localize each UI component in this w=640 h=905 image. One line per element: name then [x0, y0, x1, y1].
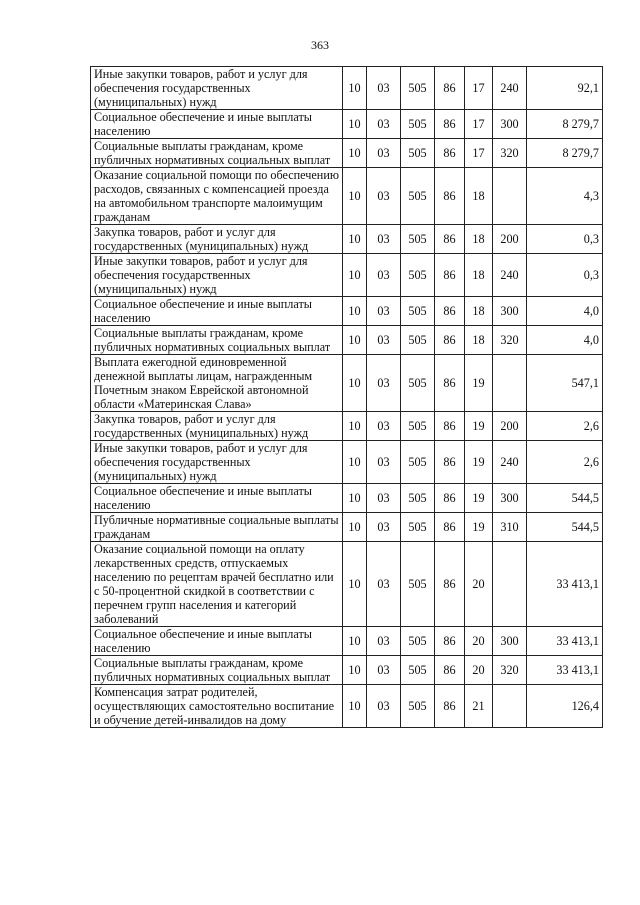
amount-cell: 33 413,1 [527, 627, 603, 656]
table-row [91, 542, 603, 627]
section-code-cell: 10 [343, 656, 367, 685]
amount-cell: 92,1 [527, 67, 603, 110]
target-article-code-cell: 505 [401, 225, 435, 254]
table-row [91, 225, 603, 254]
target-article-subcode-cell: 86 [435, 326, 465, 355]
target-article-code-cell: 505 [401, 110, 435, 139]
target-article-item-cell: 18 [465, 326, 493, 355]
target-article-subcode-cell: 86 [435, 542, 465, 627]
target-article-subcode-cell: 86 [435, 355, 465, 412]
target-article-subcode-cell: 86 [435, 254, 465, 297]
amount-cell: 544,5 [527, 513, 603, 542]
section-code-cell: 10 [343, 225, 367, 254]
target-article-subcode-cell: 86 [435, 225, 465, 254]
expense-type-cell [493, 168, 527, 225]
target-article-item-cell: 19 [465, 484, 493, 513]
subsection-code-cell: 03 [367, 139, 401, 168]
table-row [91, 441, 603, 484]
row-name-cell: Иные закупки товаров, работ и услуг для обеспечения государственных (муниципальных) нужд [91, 67, 343, 110]
section-code-cell: 10 [343, 484, 367, 513]
row-name-cell: Социальные выплаты гражданам, кроме публичных нормативных социальных выплат [91, 326, 343, 355]
subsection-code-cell: 03 [367, 685, 401, 728]
table-row [91, 627, 603, 656]
expense-type-cell: 300 [493, 627, 527, 656]
row-name-cell: Оказание социальной помощи на оплату лекарственных средств, отпускаемых населению по рецептам врачей бесплатно или с 50-процентной скидкой в соответствии с перечнем групп населения и категорий заболеваний [91, 542, 343, 627]
target-article-subcode-cell: 86 [435, 412, 465, 441]
row-name-cell: Иные закупки товаров, работ и услуг для обеспечения государственных (муниципальных) нужд [91, 254, 343, 297]
target-article-item-cell: 20 [465, 542, 493, 627]
target-article-code-cell: 505 [401, 685, 435, 728]
section-code-cell: 10 [343, 110, 367, 139]
table-body [91, 67, 603, 728]
subsection-code-cell: 03 [367, 297, 401, 326]
section-code-cell: 10 [343, 685, 367, 728]
target-article-item-cell: 19 [465, 412, 493, 441]
target-article-item-cell: 21 [465, 685, 493, 728]
section-code-cell: 10 [343, 412, 367, 441]
row-name-cell: Закупка товаров, работ и услуг для государственных (муниципальных) нужд [91, 225, 343, 254]
target-article-item-cell: 20 [465, 627, 493, 656]
table-row [91, 656, 603, 685]
amount-cell: 4,0 [527, 297, 603, 326]
expense-type-cell: 200 [493, 412, 527, 441]
table-row [91, 513, 603, 542]
subsection-code-cell: 03 [367, 441, 401, 484]
section-code-cell: 10 [343, 254, 367, 297]
table-row [91, 355, 603, 412]
section-code-cell: 10 [343, 441, 367, 484]
row-name-cell: Социальное обеспечение и иные выплаты населению [91, 297, 343, 326]
row-name-cell: Социальные выплаты гражданам, кроме публичных нормативных социальных выплат [91, 139, 343, 168]
section-code-cell: 10 [343, 627, 367, 656]
row-name-cell: Публичные нормативные социальные выплаты гражданам [91, 513, 343, 542]
expense-type-cell: 300 [493, 484, 527, 513]
target-article-item-cell: 19 [465, 355, 493, 412]
section-code-cell: 10 [343, 67, 367, 110]
amount-cell: 2,6 [527, 441, 603, 484]
amount-cell: 33 413,1 [527, 542, 603, 627]
amount-cell: 33 413,1 [527, 656, 603, 685]
target-article-code-cell: 505 [401, 513, 435, 542]
table-row [91, 326, 603, 355]
expense-type-cell: 300 [493, 110, 527, 139]
row-name-cell: Закупка товаров, работ и услуг для государственных (муниципальных) нужд [91, 412, 343, 441]
subsection-code-cell: 03 [367, 513, 401, 542]
subsection-code-cell: 03 [367, 110, 401, 139]
target-article-subcode-cell: 86 [435, 656, 465, 685]
amount-cell: 547,1 [527, 355, 603, 412]
amount-cell: 8 279,7 [527, 139, 603, 168]
amount-cell: 8 279,7 [527, 110, 603, 139]
target-article-subcode-cell: 86 [435, 67, 465, 110]
expense-type-cell [493, 542, 527, 627]
expense-type-cell: 310 [493, 513, 527, 542]
target-article-code-cell: 505 [401, 254, 435, 297]
subsection-code-cell: 03 [367, 254, 401, 297]
table-row [91, 484, 603, 513]
table-row [91, 139, 603, 168]
amount-cell: 126,4 [527, 685, 603, 728]
row-name-cell: Выплата ежегодной единовременной денежной выплаты лицам, награжденным Почетным знаком Еврейской автономной области «Материнская Слава» [91, 355, 343, 412]
target-article-code-cell: 505 [401, 542, 435, 627]
expense-type-cell [493, 355, 527, 412]
amount-cell: 0,3 [527, 225, 603, 254]
section-code-cell: 10 [343, 513, 367, 542]
target-article-item-cell: 18 [465, 297, 493, 326]
target-article-subcode-cell: 86 [435, 484, 465, 513]
amount-cell: 544,5 [527, 484, 603, 513]
target-article-subcode-cell: 86 [435, 627, 465, 656]
expense-type-cell: 320 [493, 656, 527, 685]
row-name-cell: Иные закупки товаров, работ и услуг для обеспечения государственных (муниципальных) нужд [91, 441, 343, 484]
table-row [91, 412, 603, 441]
target-article-code-cell: 505 [401, 441, 435, 484]
expense-type-cell [493, 685, 527, 728]
budget-table [90, 66, 603, 728]
row-name-cell: Компенсация затрат родителей, осуществляющих самостоятельно воспитание и обучение детей-инвалидов на дому [91, 685, 343, 728]
target-article-item-cell: 19 [465, 441, 493, 484]
subsection-code-cell: 03 [367, 412, 401, 441]
section-code-cell: 10 [343, 355, 367, 412]
row-name-cell: Социальное обеспечение и иные выплаты населению [91, 484, 343, 513]
table-row [91, 297, 603, 326]
target-article-subcode-cell: 86 [435, 139, 465, 168]
row-name-cell: Социальные выплаты гражданам, кроме публичных нормативных социальных выплат [91, 656, 343, 685]
subsection-code-cell: 03 [367, 656, 401, 685]
expense-type-cell: 240 [493, 441, 527, 484]
expense-type-cell: 300 [493, 297, 527, 326]
target-article-item-cell: 18 [465, 225, 493, 254]
subsection-code-cell: 03 [367, 225, 401, 254]
section-code-cell: 10 [343, 168, 367, 225]
row-name-cell: Социальное обеспечение и иные выплаты населению [91, 110, 343, 139]
target-article-item-cell: 17 [465, 110, 493, 139]
expense-type-cell: 200 [493, 225, 527, 254]
table-row [91, 67, 603, 110]
subsection-code-cell: 03 [367, 168, 401, 225]
section-code-cell: 10 [343, 139, 367, 168]
subsection-code-cell: 03 [367, 627, 401, 656]
amount-cell: 2,6 [527, 412, 603, 441]
table-row [91, 168, 603, 225]
table-row [91, 254, 603, 297]
target-article-subcode-cell: 86 [435, 168, 465, 225]
row-name-cell: Оказание социальной помощи по обеспечению расходов, связанных с компенсацией проезда на автомобильном транспорте малоимущим гражданам [91, 168, 343, 225]
target-article-item-cell: 19 [465, 513, 493, 542]
target-article-item-cell: 17 [465, 139, 493, 168]
target-article-code-cell: 505 [401, 656, 435, 685]
expense-type-cell: 320 [493, 139, 527, 168]
target-article-code-cell: 505 [401, 412, 435, 441]
target-article-code-cell: 505 [401, 326, 435, 355]
target-article-subcode-cell: 86 [435, 441, 465, 484]
section-code-cell: 10 [343, 326, 367, 355]
page-number: 363 [311, 38, 329, 52]
target-article-code-cell: 505 [401, 168, 435, 225]
subsection-code-cell: 03 [367, 67, 401, 110]
subsection-code-cell: 03 [367, 326, 401, 355]
target-article-item-cell: 20 [465, 656, 493, 685]
target-article-subcode-cell: 86 [435, 685, 465, 728]
target-article-code-cell: 505 [401, 297, 435, 326]
target-article-subcode-cell: 86 [435, 110, 465, 139]
target-article-item-cell: 18 [465, 254, 493, 297]
target-article-item-cell: 17 [465, 67, 493, 110]
subsection-code-cell: 03 [367, 355, 401, 412]
table-row [91, 110, 603, 139]
expense-type-cell: 240 [493, 67, 527, 110]
target-article-code-cell: 505 [401, 627, 435, 656]
subsection-code-cell: 03 [367, 484, 401, 513]
expense-type-cell: 240 [493, 254, 527, 297]
expense-type-cell: 320 [493, 326, 527, 355]
target-article-code-cell: 505 [401, 484, 435, 513]
subsection-code-cell: 03 [367, 542, 401, 627]
amount-cell: 4,3 [527, 168, 603, 225]
target-article-item-cell: 18 [465, 168, 493, 225]
target-article-code-cell: 505 [401, 355, 435, 412]
target-article-code-cell: 505 [401, 139, 435, 168]
row-name-cell: Социальное обеспечение и иные выплаты населению [91, 627, 343, 656]
table-row [91, 685, 603, 728]
target-article-subcode-cell: 86 [435, 297, 465, 326]
target-article-subcode-cell: 86 [435, 513, 465, 542]
section-code-cell: 10 [343, 542, 367, 627]
section-code-cell: 10 [343, 297, 367, 326]
amount-cell: 0,3 [527, 254, 603, 297]
amount-cell: 4,0 [527, 326, 603, 355]
target-article-code-cell: 505 [401, 67, 435, 110]
